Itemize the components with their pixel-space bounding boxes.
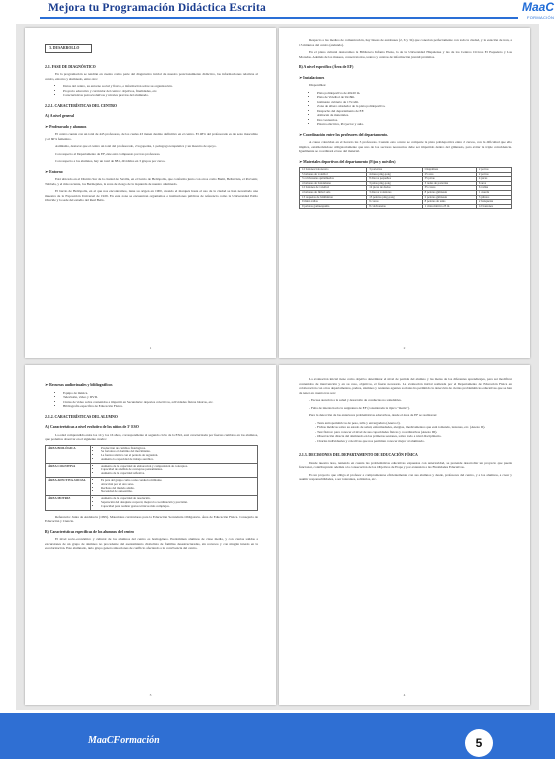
list-item: • Pizarra eléctrica, Proyector y aula.	[317, 122, 512, 127]
paragraph: Es un proyecto que obliga al profesor a comprometerse eficientemente con sus alumnos y desde, profesores del centro, y a los alumnos, a crear y asumir responsabilidades, a ser tolerantes, solidarios, etc.	[299, 472, 512, 481]
table-cell: 9 conos	[367, 200, 422, 205]
document-title: Mejora tu Programación Didáctica Escrita	[48, 2, 266, 14]
list-item: - Test físicos: para conocer el nivel de sus capacidades físicas y coordinativas (Anexo III).	[317, 430, 512, 435]
list-item: • Capacidad de análisis de conceptos pensamientos.	[101, 468, 255, 472]
page-thumbnail-3	[25, 365, 276, 705]
subsection-label: Entorno	[49, 169, 63, 174]
page-number: 4	[403, 692, 406, 697]
paragraph: - Falta de interés hacia la asignatura de EF (considerada la típica "maría").	[309, 405, 410, 410]
bullet-list	[101, 497, 255, 508]
logo-text: MaaC	[522, 0, 555, 14]
table-cell: 12 picas de dados	[367, 186, 422, 191]
area-traits	[91, 496, 258, 510]
list-item: • Atracción por el otro sexo.	[101, 483, 255, 487]
table-cell: Chupalinas	[422, 168, 476, 173]
pages-canvas	[16, 24, 539, 710]
list-item: • Es para del grupo como a una conducta militante.	[101, 479, 255, 483]
list-item: • Necesidad de autoestima.	[101, 490, 255, 494]
bullet-list	[101, 465, 255, 476]
area-traits	[91, 478, 258, 496]
subsection-label: Coordinación entre los profesores del departamento.	[303, 132, 389, 137]
table-cell: 3 colchonetas quitamiedos	[300, 177, 367, 182]
section-heading: 2.1.3. DECISIONES DEL DEPARTAMENTO DE EDUCACIÓN FÍSICA	[299, 453, 418, 457]
table-cell: 9 mini-vallas	[300, 200, 367, 205]
bullet-list	[63, 84, 258, 98]
list-item: • Dos vestuarios.	[317, 118, 512, 123]
list-item: - Tests antropométricos de peso, talla y envergadura (Anexo I).	[317, 421, 512, 426]
list-item: - Observación directa del alumnado en las primeras sesiones, sobre todo a nivel disciplinario.	[317, 434, 512, 439]
table-cell: 3 plintos	[476, 195, 511, 200]
table-cell: 2 potros	[476, 172, 511, 177]
paragraph: Disponibles:	[309, 83, 327, 87]
list-item: • Bibliografía específica de Educación Física.	[63, 404, 258, 409]
bullet-list	[317, 421, 512, 444]
paragraph: En el plano cultural destacamos la Biblioteca Infanta Elena, la de la Universidad Hispalense y las de los Centros Cívicos El Esqueleto y Las Moradas. Además de los museos, conservatorios, teatros y centros de información juvenil próximos.	[299, 50, 512, 59]
list-item: • Cintas de vídeo sobre contenidos a impartir en Secundaria: deportes colectivos, actividades físicas básicas, etc.	[63, 400, 258, 405]
footer-brand: MaaCFormación	[88, 735, 160, 746]
subsection-heading: ➢ Profesorado y alumnos	[45, 124, 87, 129]
area-label: ÁREA BIOLÓGICA	[46, 445, 91, 463]
paragraph: El nivel socio-económico y cultural de los alumnos del centro es homogéneo. Predominan alumnos de clase media, y con ciertas salidas a excursiones de un grupo de alumnos no procedente del asentamiento chabolista de familias desestructuradas, sin recursos y con ningún interés en la escolarización. Este alumnado, nulo grupo genera situaciones de conflicto afectando a la convivencia del centro.	[45, 537, 258, 551]
table-cell: 6 aros	[476, 181, 511, 186]
subsection-heading: ➢ Coordinación entre los profesores del departamento.	[299, 132, 389, 137]
subsection-heading: A) Características a nivel evolutivo de los niños de 3º ESO	[45, 425, 139, 429]
paragraph: La edad comprendida entre los 14 y los 16 años, correspondiente al segundo ciclo de la ESO, está caracterizada por fuertes cambios en los alumnos, que podemos observar en el siguiente cuadro:	[45, 432, 258, 441]
area-label: ÁREA MOTRIZ	[46, 496, 91, 510]
bullet-list	[101, 479, 255, 494]
table-cell: 15 pelotas ping-pong	[367, 195, 422, 200]
list-item: • La fuerza relativa con el periodo de regresión.	[101, 454, 255, 458]
paragraph: La evaluación inicial tiene como objetivo determinar el nivel de partida del alumno y las metas de los diferentes aprendizajes, para así modificar contenidos de intervención y en su caso, objetivos, el fuerte necesario. La evaluación inicial realizada por el Departamento de Educación Física en colaboración con otros departamentos, padres, alumnos y restantes agentes sociales ha permitido la detección de ciertas problemáticas educativas que se han de tener en cuenta tras son:	[299, 377, 512, 395]
table-cell: 3 palas ping-pong	[367, 181, 422, 186]
list-item: • Pista polideportiva de 40x20 m.	[317, 91, 512, 96]
characteristics-table	[45, 445, 258, 511]
table-cell: 9 pelotas gomaespuma	[300, 204, 367, 209]
section-heading: 2.1.2. CARACTERÍSTICAS DEL ALUMNO	[45, 414, 118, 419]
page-thumbnail-2	[279, 28, 530, 358]
footer-bar	[0, 713, 555, 759]
subsection-heading: ➢ Instalaciones	[299, 75, 325, 80]
table-cell: 4 mesa ping-pong	[367, 172, 422, 177]
list-item: • Aumento la capacidad de trabajo aeróbico.	[101, 458, 255, 462]
list-item: • Se fortalece el dominio del movimiento.	[101, 450, 255, 454]
table-cell: 8 discos pequeños	[367, 177, 422, 182]
bullet-list	[63, 391, 258, 409]
table-cell: 2 potros	[476, 168, 511, 173]
list-item: • Producción de cambios fisiológicos.	[101, 447, 255, 451]
page-number: 2	[403, 345, 406, 350]
table-cell: 25 aros	[422, 172, 476, 177]
page-number: 3	[149, 692, 152, 697]
subsection-label: Profesorado y alumnos	[49, 124, 87, 129]
table-cell: 2 banquetas	[476, 200, 511, 205]
table-cell: 1 cinta métrica 25 m	[422, 204, 476, 209]
paragraph: A causa coincidan en el horario las 3 profesoras. Cuando esto ocurre se comparte la pista polideportiva entre 2 cursos, con la dificultad que ello implica, estableciéndose obligatoriamente que uno de los sectores necesarios debe ser impartido dentro del gimnasio, para evitar la triple coincidencia. Igualmente se coordinará el uso del material.	[299, 140, 512, 153]
materials-table	[299, 167, 512, 209]
table-cell: 4 balones de fútbol sala	[300, 190, 367, 195]
table-cell: 3 redes de porterías	[422, 181, 476, 186]
list-item: • Datos del centro, su entorno social y físico, e información sobre su organización.	[63, 84, 258, 89]
paragraph: En la programación se tendrán en cuenta como parte del diagnóstico inicial de nuestro posicionamiento didáctico, las informaciones relativas al centro, entorno y alumnado, entre otro:	[45, 72, 258, 81]
paragraph: El barrio de Heliópolis, en el que nos encontramos, tiene su origen en 1900, cuando el marqués hasta el uso de la ciudad se han necesitado una muestra de la Exposición Universal de 1929. En esta zona se encuentran organismos e instituciones públicas de referencia como la Universidad Pablo Olavide y la sede del estadio del Real Betis.	[45, 189, 258, 202]
area-traits	[91, 463, 258, 477]
paragraph: Está ubicado en el Distrito Sur de la ciudad de Sevilla, en el barrio de Heliópolis, que conforma junto con otros como Bami, Bellavista, el Porvenir, Tablada, y el más reciente, los Bermejales, la zona de riesgo de la izquierda de nuestro alumnado.	[45, 177, 258, 186]
section-heading: 2.1. FASE DE DIAGNÓSTICO	[45, 64, 96, 69]
paragraph: Respecto a las medios de comunicación, hay líneas de autobuses (2, 6 y 34) que conectan perfectamente con toda la ciudad, y la estación de tren, a 15 minutos del centro (andando).	[299, 38, 512, 47]
subsection-label: Materiales deportivos del departamento (Fijos y móviles)	[303, 159, 396, 164]
area-label: ÁREA AFECTIVA-SOCIAL	[46, 478, 91, 496]
bullet-list	[101, 447, 255, 462]
paragraph: Con respecto al Departamento de EF, éste está compuesto por tres profesores.	[55, 151, 161, 156]
subsection-heading: B) Características específicas de los alumnos del centro	[45, 529, 135, 534]
table-cell: 1 cuerda	[476, 190, 511, 195]
table-cell: 4 balones de balonmano	[300, 181, 367, 186]
table-cell: 8 pelotas gimnasia	[422, 190, 476, 195]
table-cell: 8 colchonetas	[367, 204, 422, 209]
list-item: • Pista de Voleibol de 9x18m.	[317, 95, 512, 100]
area-label: ÁREA COGNITIVA	[46, 463, 91, 477]
subsection-heading: ➢ Materiales deportivos del departamento (Fijos y móviles)	[299, 159, 396, 164]
table-row	[46, 496, 258, 510]
list-item: - Fichas médicas sobre su estado de salud, enfermedades, alergias, medicamentos que está tomando, lesiones, etc. (Anexo II).	[317, 425, 512, 430]
paragraph: - Escasa atención a la salud y desarrollo de conductas no saludables.	[309, 398, 402, 402]
table-row	[300, 204, 512, 209]
paragraph: Para la detección de las anteriores problemáticas educativas, desde el área de EF se realizaron:	[309, 413, 438, 417]
list-item: • Capacidad para realizar gestos técnicos más complejos.	[101, 505, 255, 509]
reference-note: Referencia: Junta de Andalucía (1995). Materiales curriculares para la Educación Secundaria Obligatoria. Área de Educación Física. Consejería de Educación y Ciencia.	[45, 514, 258, 524]
subsection-heading: A) A nivel general	[45, 114, 75, 118]
page-number: 1	[149, 345, 152, 350]
table-cell: 12 balones baloncesto	[300, 168, 367, 173]
table-cell: 6 vallas	[476, 186, 511, 191]
bullet-list	[317, 91, 512, 127]
logo-subtext: FORMACIÓN	[527, 15, 555, 20]
list-item: • Proyecto educativo y curricular del centro: objetivos, finalidades, etc.	[63, 89, 258, 94]
subsection-label: Recursos audiovisuales y bibliográficos	[49, 383, 113, 387]
page-thumbnail-4	[279, 365, 530, 705]
subsection-heading: ➢ Entorno	[45, 169, 63, 174]
table-cell: 3 discos voladores	[367, 190, 422, 195]
list-item: • Aumento de la capacidad reflexiva.	[101, 472, 255, 476]
list-item: • Almacén de materiales.	[317, 113, 512, 118]
list-item: • Zona de albero alrededor de la pista polideportiva.	[317, 104, 512, 109]
table-row	[46, 445, 258, 463]
table-cell: 4 picas	[476, 177, 511, 182]
paragraph: Asimismo, destacar que el centro un total del profesorado, 2 logopedas, 1 pedagoga terapéutica y un maestro de apoyo.	[55, 144, 217, 148]
table-cell: 35 picas	[422, 177, 476, 182]
subsection-heading: B) A nivel específico (Área de EF)	[299, 65, 354, 69]
list-item: • Televisión, vídeo y DVD.	[63, 395, 258, 400]
list-item: - Charlas individuales y colectivas que nos permiten conocer mejor al alumnado.	[317, 439, 512, 444]
subsection-label: Instalaciones	[303, 75, 325, 80]
list-item: • Aumento de la capacidad de elaboración y comprensión de conceptos.	[101, 465, 255, 469]
table-cell: 8 pelotas de tenis	[422, 200, 476, 205]
subsection-heading: ➢ Recursos audiovisuales y bibliográficos	[45, 383, 113, 387]
list-item: • Gimnasio cubierto de 17x12m.	[317, 100, 512, 105]
section-heading: 2.2.1. CARACTERÍSTICAS DEL CENTRO	[45, 103, 117, 108]
list-item: • Rechazo del mundo adulto.	[101, 487, 255, 491]
table-cell: 12 bastones	[476, 204, 511, 209]
section-box-heading: 3. DESARROLLO	[45, 44, 92, 53]
header-rule	[40, 17, 518, 19]
list-item: • Despacho del departamento de EF.	[317, 109, 512, 114]
table-cell: 3 porterías	[367, 168, 422, 173]
table-cell: 5 balones de voleibol	[300, 172, 367, 177]
table-cell: 35 conos	[422, 186, 476, 191]
table-cell: 12 balones de voleibol	[300, 186, 367, 191]
list-item: • Aumento de la capacidad de resolución.	[101, 497, 255, 501]
brand-logo	[519, 0, 555, 24]
area-traits	[91, 445, 258, 463]
document-header	[0, 0, 555, 20]
list-item: • Características psicoevolutivas y niveles previos del alumnado.	[63, 93, 258, 98]
table-row	[46, 478, 258, 496]
table-row	[46, 463, 258, 477]
list-item: • Separación del desajuste corporal, mejora la coordinación y precisión.	[101, 501, 255, 505]
paragraph: Desde nuestra área, teniendo en cuenta las problemáticas educativas expuestas con anterioridad, se pretende desarrollar un proyecto que pueda funcionar, contribuyendo además a la consecución de los Objetivos de Etapa y por extensión a las Finalidades Educativas.	[299, 460, 512, 469]
page-thumbnail-1	[25, 28, 276, 358]
list-item: • Equipo de música.	[63, 391, 258, 396]
table-cell: 2 pelotas gimnasia	[422, 195, 476, 200]
footer-page-number: 5	[465, 729, 493, 757]
paragraph: Con respecto a los alumnos, hay un total de 881, divididos en 3 grupos por curso.	[55, 159, 166, 163]
table-cell: 13 raquetas de bádminton	[300, 195, 367, 200]
paragraph: El centro cuenta con un total de 445 profesores, de los cuales 43 tienen destino definitivo en el centro. El 48% del profesorado es de sexo masculino y el 60% femenino.	[45, 132, 258, 141]
